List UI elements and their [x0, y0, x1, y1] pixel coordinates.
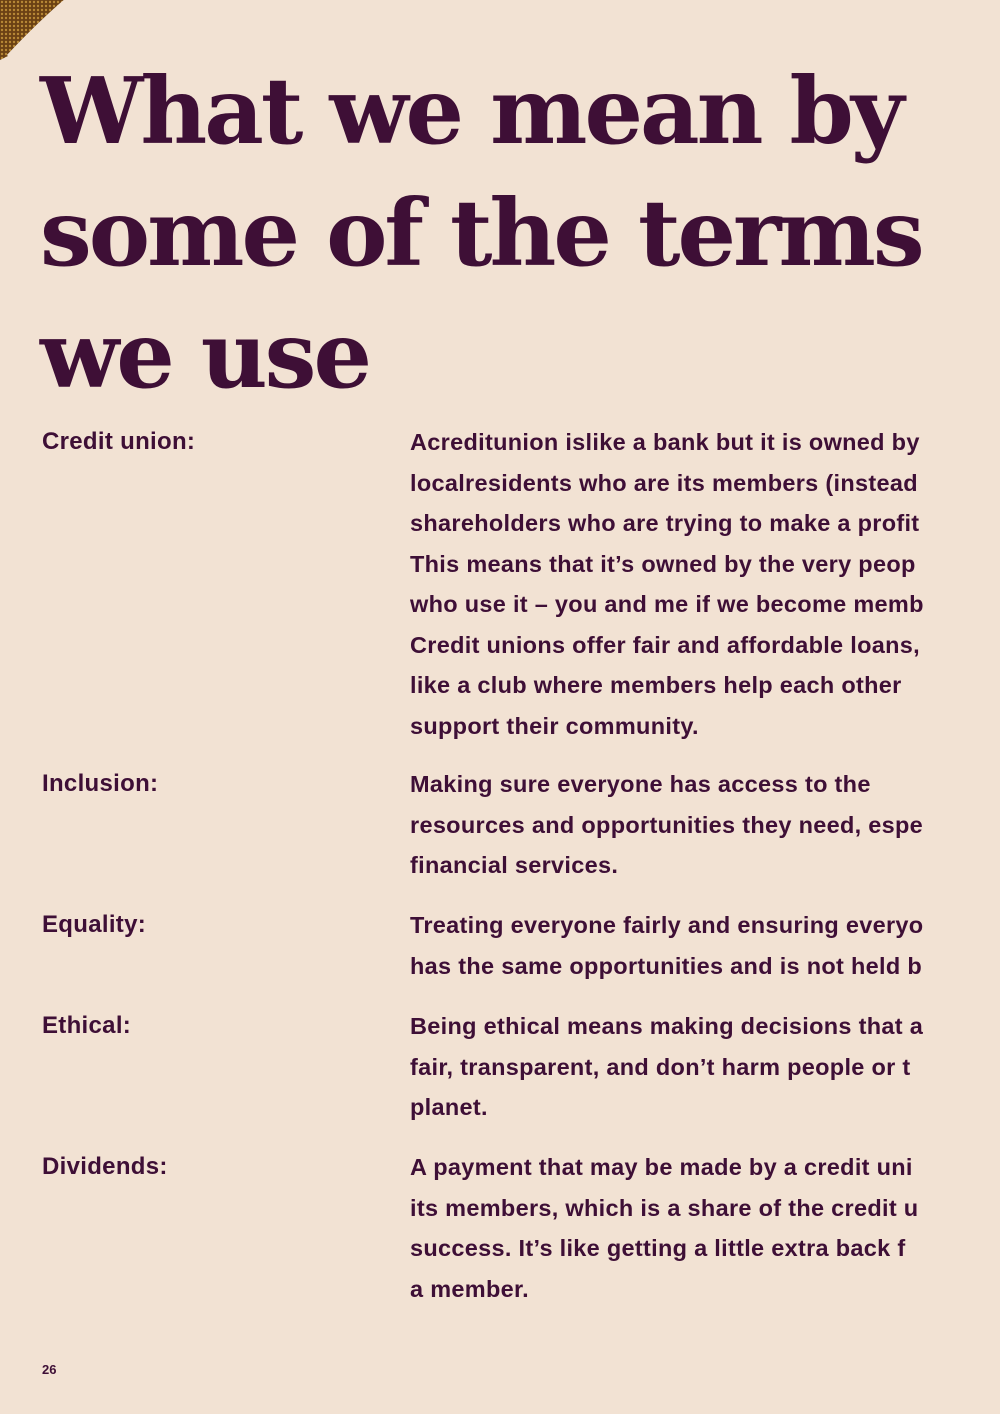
heading-line: What we mean by [40, 57, 902, 165]
heading-line: some of the terms [40, 179, 922, 287]
page-heading [40, 50, 940, 416]
definition-line: a member. [410, 1275, 529, 1302]
term-dividends: Dividends: [42, 1153, 168, 1180]
term-inclusion: Inclusion: [42, 770, 159, 797]
page-number: 26 [42, 1362, 57, 1377]
definition-dividends [410, 1152, 1000, 1314]
definition-line: success. It’s like getting a little extra back f [410, 1235, 906, 1261]
definition-line: Making sure everyone has access to the [410, 771, 871, 797]
definition-line: has the same opportunities and is not held b [410, 952, 922, 979]
definition-line: like a club where members help each other [410, 672, 902, 698]
term-equality: Equality: [42, 911, 147, 938]
definition-line: resources and opportunities they need, espe [410, 811, 924, 838]
definition-line: A payment that may be made by a credit uni [410, 1154, 913, 1180]
definition-line: who use it – you and me if we become memb [410, 591, 924, 617]
term-credit-union: Credit union: [42, 428, 196, 455]
definition-line: shareholders who are trying to make a profit [410, 510, 920, 536]
definition-credit-union [410, 427, 1000, 751]
definition-line: planet. [410, 1094, 488, 1120]
heading-line: we use [40, 301, 369, 409]
definition-line: Treating everyone fairly and ensuring everyo [410, 912, 924, 938]
definition-line: Acreditunion islike a bank but it is owned by [410, 429, 920, 455]
definition-line: This means that it’s owned by the very peop [410, 550, 916, 577]
definition-line: support their community. [410, 712, 699, 739]
term-ethical: Ethical: [42, 1012, 132, 1039]
definition-line: Being ethical means making decisions that a [410, 1013, 924, 1039]
definition-equality [410, 910, 1000, 991]
definition-line: financial services. [410, 852, 619, 878]
definition-inclusion [410, 769, 1000, 891]
definition-line: fair, transparent, and don’t harm people or t [410, 1053, 911, 1080]
definition-line: Credit unions offer fair and affordable loans, [410, 631, 920, 658]
definition-ethical [410, 1011, 1000, 1133]
definition-line: its members, which is a share of the credit u [410, 1194, 919, 1221]
definition-line: localresidents who are its members (instead [410, 469, 918, 496]
